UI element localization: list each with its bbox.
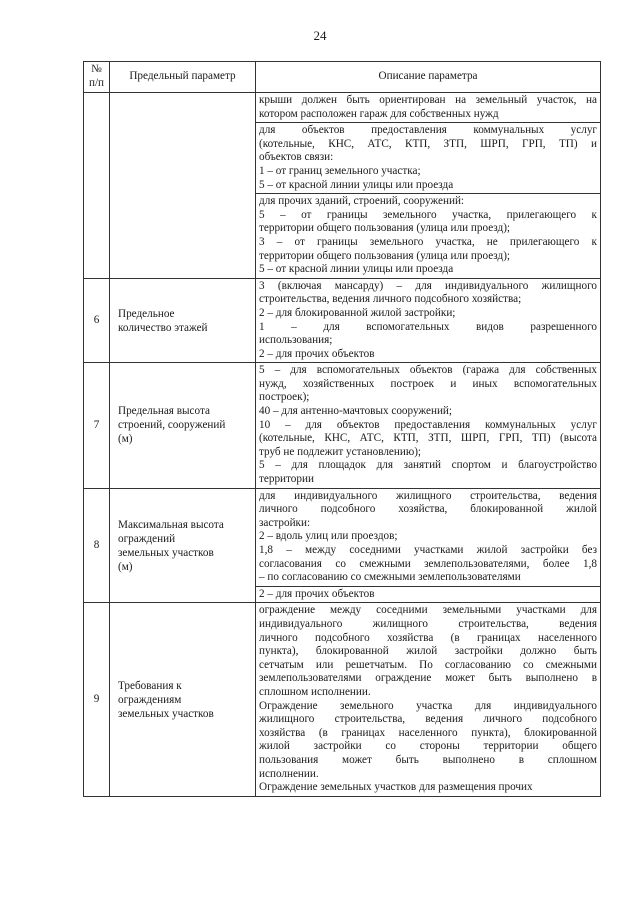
row-number: 7 <box>84 363 110 488</box>
parameter-name <box>110 93 256 279</box>
description-line: крыши должен быть ориентирован на земельный участок, на <box>259 94 597 106</box>
description-line: территории общего пользования (улица или проезд); <box>259 249 511 262</box>
parameter-name-line: земельных участков <box>118 707 214 720</box>
description-line: котором расположен гараж для собственных нужд <box>259 107 499 120</box>
table-row <box>84 93 601 123</box>
description-line: 1,8 – между соседними участками жилой застройки без <box>259 544 597 556</box>
description-line: исполнении. <box>259 767 319 780</box>
header-number <box>84 62 110 93</box>
parameter-name-line: ограждениям <box>118 693 182 706</box>
parameters-table <box>83 61 601 797</box>
row-number: 8 <box>84 488 110 603</box>
description-line: 3 (включая мансарду) – для индивидуального жилищного <box>259 279 597 292</box>
page-number: 24 <box>313 28 327 43</box>
description-line: 5 – для вспомогательных объектов (гаража для собственных <box>259 364 597 377</box>
description-line: использования; <box>259 334 333 347</box>
description-line: нужд, хозяйственных построек и иных вспомогательных <box>259 377 597 390</box>
description-line: 1 – для вспомогательных видов разрешенного <box>259 320 597 333</box>
description-line: 5 – от границы земельного участка, прилегающего к <box>259 208 597 221</box>
parameter-name-line: Предельное <box>118 307 175 320</box>
description-line: объектов связи: <box>259 151 334 164</box>
row-number: 9 <box>84 603 110 796</box>
parameter-name <box>110 278 256 363</box>
parameter-description <box>256 123 601 194</box>
description-line: Ограждение земельного участка для индивидуального <box>259 699 597 712</box>
description-line: 40 – для антенно-мачтовых сооружений; <box>259 405 453 418</box>
parameter-name-line: ограждений <box>118 532 176 545</box>
parameter-name <box>110 363 256 488</box>
description-line: индивидуального жилищного строительства, ведения <box>259 617 597 630</box>
header-description: Описание параметра <box>256 62 601 93</box>
description-line: ограждение между соседними земельными участками для <box>259 604 597 617</box>
row-number <box>84 93 110 279</box>
row-number: 6 <box>84 278 110 363</box>
description-line: личного подсобного хозяйства, блокированной жилой <box>259 503 597 516</box>
description-line: пользования может быть выполнено в сплошном <box>259 753 597 766</box>
description-line: хозяйства (в границах населенного пункта), блокированной <box>259 726 597 739</box>
description-line: 1 – от границ земельного участка; <box>259 164 421 177</box>
description-line: 3 – от границы земельного участка, не прилегающего к <box>259 235 597 248</box>
description-line: согласования со смежными землепользователями, более 1,8 <box>259 557 597 570</box>
header-parameter: Предельный параметр <box>110 62 256 93</box>
parameter-name-line: земельных участков <box>118 546 214 559</box>
description-line: строительства, ведения личного подсобного хозяйства; <box>259 293 522 306</box>
description-line: 5 – для площадок для занятий спортом и благоустройство <box>259 459 597 472</box>
description-line: пункта), блокированной жилой застройки должно быть <box>259 645 597 658</box>
description-line: землепользователями ограждение может быть выполнено в <box>259 672 597 685</box>
description-line: сетчатым или решетчатым. По согласованию со смежными <box>259 658 597 671</box>
parameter-name-line: Предельная высота <box>118 405 210 418</box>
description-line: (котельные, КНС, АТС, КТП, ЗТП, ШРП, ГРП, ТП) (высота <box>259 432 597 445</box>
table-row <box>84 603 601 796</box>
parameter-description <box>256 278 601 363</box>
header-number-line: № <box>91 63 102 76</box>
description-line: 2 – для прочих объектов <box>259 347 375 360</box>
table-row <box>84 363 601 488</box>
description-line: территории общего пользования (улица или проезд); <box>259 222 511 235</box>
description-line: территории <box>259 473 314 486</box>
parameter-description <box>256 363 601 488</box>
parameter-description <box>256 603 601 796</box>
parameter-description <box>256 488 601 586</box>
parameter-description <box>256 93 601 123</box>
parameter-description <box>256 194 601 279</box>
description-line: для прочих зданий, строений, сооружений: <box>259 195 465 208</box>
description-line: жилой застройки со стороны территории общего <box>259 740 597 753</box>
parameter-name-line: Максимальная высота <box>118 518 224 531</box>
description-line: 5 – от красной линии улицы или проезда <box>259 263 454 276</box>
description-line: 10 – для объектов предоставления коммунальных услуг <box>259 418 597 431</box>
parameter-description <box>256 586 601 603</box>
description-line: для индивидуального жилищного строительства, ведения <box>259 489 597 502</box>
description-line: жилищного строительства, ведения личного подсобного <box>259 713 597 726</box>
description-line: – по согласованию со смежными землепользователями <box>259 571 521 584</box>
description-line: построек); <box>259 391 310 404</box>
description-line: застройки: <box>259 516 311 529</box>
parameter-name-line: Требования к <box>118 679 182 692</box>
description-line: 2 – для прочих объектов <box>259 587 375 600</box>
table-row <box>84 488 601 586</box>
parameter-name-line: строений, сооружений <box>118 419 226 432</box>
description-line: личного подсобного хозяйства (в границах населенного <box>259 631 597 644</box>
table-row <box>84 278 601 363</box>
description-line: (котельные, КНС, АТС, КТП, ЗТП, ШРП, ГРП, ТП) и <box>259 137 597 150</box>
description-line: для объектов предоставления коммунальных услуг <box>259 124 597 137</box>
parameter-name-line: (м) <box>118 560 133 573</box>
parameter-name <box>110 603 256 796</box>
description-line: Ограждение земельных участков для размещения прочих <box>259 781 533 794</box>
description-line: труб не подлежит установлению); <box>259 445 422 458</box>
description-line: сплошном исполнении. <box>259 685 371 698</box>
header-number-line: п/п <box>88 77 105 89</box>
parameter-name <box>110 488 256 603</box>
description-line: 2 – вдоль улиц или проездов; <box>259 530 398 543</box>
parameter-name-line: количество этажей <box>118 321 208 334</box>
table-header-row <box>84 62 601 93</box>
parameter-name-line: (м) <box>118 433 133 446</box>
description-line: 5 – от красной линии улицы или проезда <box>259 178 454 191</box>
description-line: 2 – для блокированной жилой застройки; <box>259 306 456 319</box>
